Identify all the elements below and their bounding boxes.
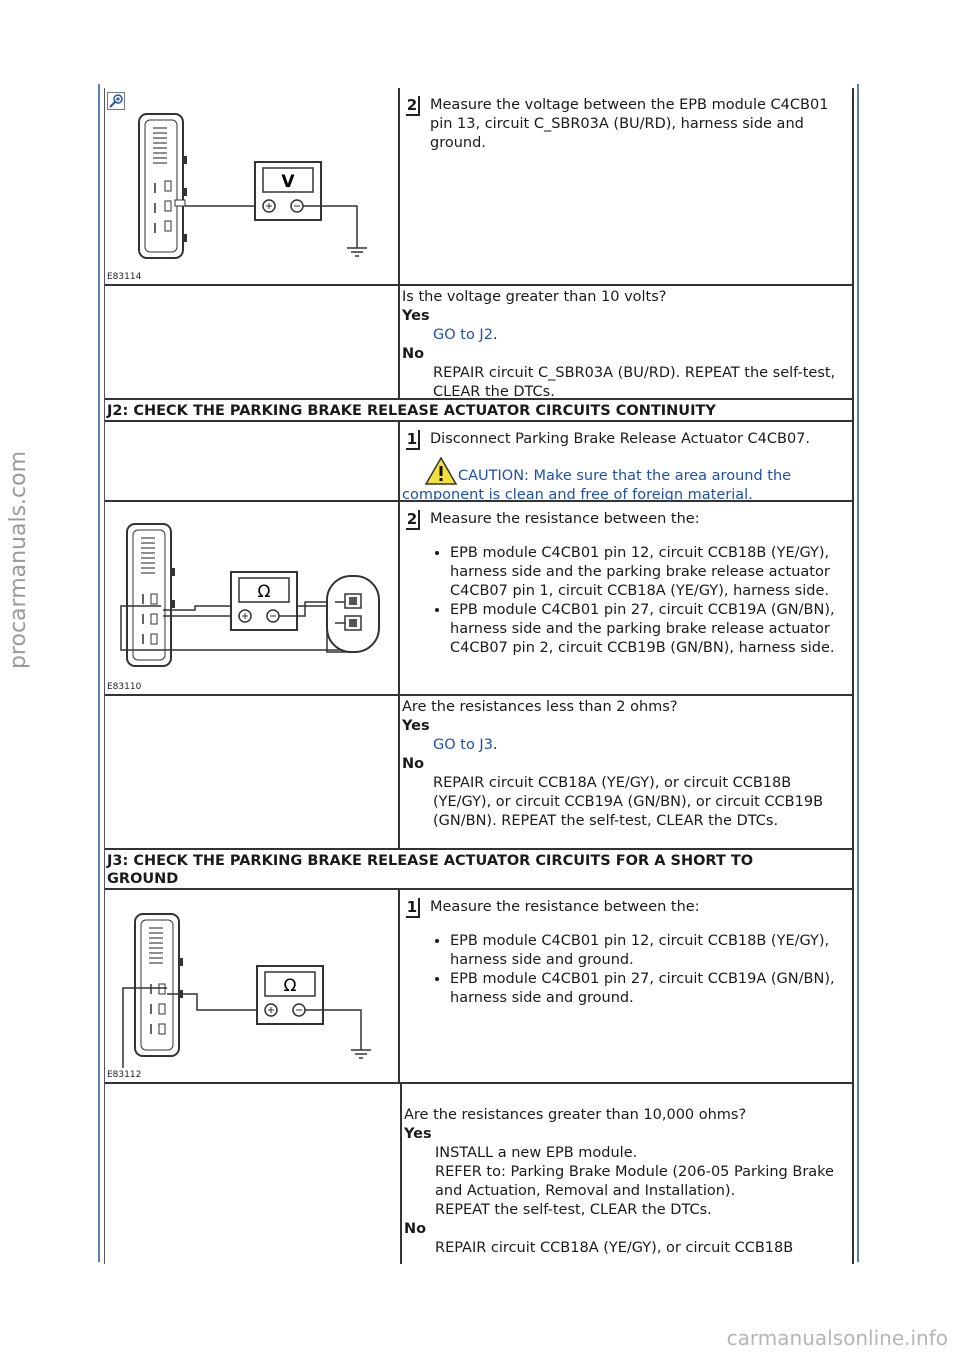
j3-result-text [400, 1084, 852, 1264]
caution-text: CAUTION: Make sure that the area around the component is clean and free of foreign material. [402, 468, 792, 503]
list-item: • EPB module C4CB01 pin 27, circuit CCB19A (GN/BN), harness side and ground. [450, 970, 848, 1008]
j3-step1-illustration [105, 890, 400, 1082]
step-number: 2 [406, 96, 420, 116]
empty-cell [105, 1084, 400, 1264]
short-to-ground-diagram [105, 890, 400, 1082]
j2-step1-row [105, 422, 852, 502]
yes-label: Yes [404, 1126, 432, 1142]
question: Are the resistances less than 2 ohms? [402, 699, 678, 715]
diagnostic-procedure [104, 88, 854, 1264]
image-label: E83110 [107, 682, 142, 692]
bottom-watermark: carmanualsonline.info [726, 1326, 948, 1350]
j2-result-row [105, 696, 852, 850]
voltage-test-diagram [105, 88, 400, 284]
refer-to-line: REFER to: Parking Brake Module (206-05 Parking Brake and Actuation, Removal and Installation). [435, 1164, 834, 1199]
bullet-list [402, 932, 848, 1008]
list-item: • EPB module C4CB01 pin 12, circuit CCB18B (YE/GY), harness side and the parking brake release actuator C4CB07 pin 1, circuit CCB18A (YE/GY), harness side. [450, 544, 848, 601]
meter-symbol: Ω [283, 976, 297, 996]
no-action: REPAIR circuit CCB18A (YE/GY), or circuit CCB18B (YE/GY), or circuit CCB19A (GN/BN), or circuit CCB19B (GN/BN). REPEAT the self-test, CLEAR the DTCs. [433, 775, 824, 829]
yes-label: Yes [402, 308, 430, 324]
j1-result-text: Is the voltage greater than 10 volts? Yes GO to J2. No REPAIR circuit C_SBR03A (BU/RD). REPEAT the self-test, CLEAR the DTCs. [400, 286, 852, 398]
step-number: 1 [406, 430, 420, 450]
zoom-icon[interactable] [107, 92, 125, 110]
j2-step2-row [105, 502, 852, 696]
list-item: • EPB module C4CB01 pin 12, circuit CCB18B (YE/GY), harness side and ground. [450, 932, 848, 970]
image-label: E83114 [107, 272, 142, 282]
list-item: • EPB module C4CB01 pin 27, circuit CCB19A (GN/BN), harness side and the parking brake release actuator C4CB07 pin 2, circuit CCB19B (GN/BN), harness side. [450, 601, 848, 658]
meter-symbol: Ω [257, 582, 271, 602]
warning-triangle-icon [424, 456, 458, 486]
j1-step2-row [105, 88, 852, 286]
step-number: 2 [406, 510, 420, 530]
yes-action-line: REPEAT the self-test, CLEAR the DTCs. [435, 1202, 712, 1218]
j2-step2-text-cell [400, 502, 852, 694]
question: Is the voltage greater than 10 volts? [402, 289, 667, 305]
j2-step1-text-cell [400, 422, 852, 503]
j2-step2-illustration [105, 502, 400, 694]
step-text: Disconnect Parking Brake Release Actuator C4CB07. [430, 431, 811, 447]
step-text: Measure the resistance between the: [430, 511, 700, 527]
j3-step1-row [105, 890, 852, 1084]
empty-cell [105, 696, 400, 848]
right-margin-rule [857, 84, 859, 1262]
empty-cell [105, 422, 400, 500]
j1-result-row [105, 286, 852, 400]
j3-step1-text-cell [400, 890, 852, 1082]
yes-label: Yes [402, 718, 430, 734]
j1-step2-illustration [105, 88, 400, 284]
j1-step2-text-cell [400, 88, 852, 284]
no-action: REPAIR circuit CCB18A (YE/GY), or circuit CCB18B [435, 1240, 794, 1256]
no-label: No [402, 346, 425, 362]
image-label: E83112 [107, 1070, 142, 1080]
step-number: 1 [406, 898, 420, 918]
step-text: Measure the voltage between the EPB module C4CB01 pin 13, circuit C_SBR03A (BU/RD), harness side and ground. [430, 97, 829, 151]
resistance-continuity-diagram [105, 502, 400, 694]
no-label: No [402, 756, 425, 772]
empty-cell [105, 286, 400, 398]
bullet-list [402, 544, 848, 658]
meter-symbol: V [281, 172, 295, 192]
j2-result-text: Are the resistances less than 2 ohms? Yes GO to J3. No REPAIR circuit CCB18A (YE/GY), or circuit CCB18B (YE/GY), or circuit CCB19A (GN/BN), or circuit CCB19B (GN/BN). REPEAT the self-test, CLEAR the DTCs. [400, 696, 852, 848]
j3-result-row [105, 1084, 852, 1264]
goto-j3-link[interactable]: GO to J3 [433, 737, 493, 753]
no-label: No [404, 1221, 427, 1237]
caution-note [402, 450, 848, 505]
side-watermark: procarmanuals.com [6, 450, 31, 670]
question: Are the resistances greater than 10,000 ohms? [404, 1107, 747, 1123]
section-heading-j3: J3: CHECK THE PARKING BRAKE RELEASE ACTUATOR CIRCUITS FOR A SHORT TO GROUND [105, 850, 852, 890]
left-margin-rule [98, 84, 100, 1262]
step-text: Measure the resistance between the: [430, 899, 700, 915]
section-heading-j2: J2: CHECK THE PARKING BRAKE RELEASE ACTUATOR CIRCUITS CONTINUITY [105, 400, 852, 422]
goto-j2-link[interactable]: GO to J2 [433, 327, 493, 343]
no-action: REPAIR circuit C_SBR03A (BU/RD). REPEAT the self-test, CLEAR the DTCs. [433, 365, 836, 400]
yes-action-line: INSTALL a new EPB module. [435, 1145, 638, 1161]
